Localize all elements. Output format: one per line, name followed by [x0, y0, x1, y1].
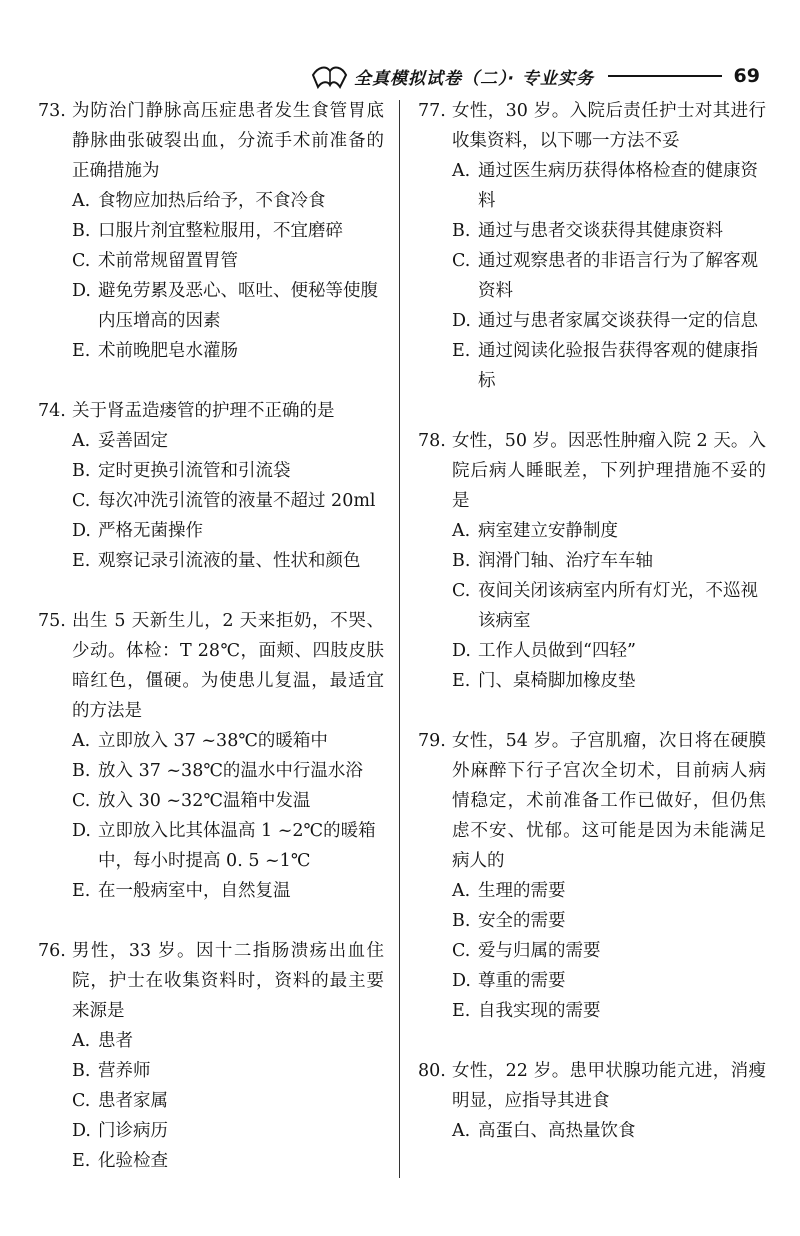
- option-label: E.: [72, 1151, 91, 1171]
- option-text: 自我实现的需要: [478, 1001, 601, 1021]
- answer-option: [418, 306, 766, 336]
- answer-option: [38, 786, 384, 816]
- question-text: 女性，30 岁。入院后责任护士对其进行收集资料，以下哪一方法不妥: [452, 101, 766, 151]
- answer-option: [38, 756, 384, 786]
- option-label: C.: [452, 251, 471, 271]
- answer-option: [38, 1026, 384, 1056]
- page-number: 69: [733, 65, 760, 87]
- option-text: 立即放入比其体温高 1 ~2℃的暖箱中，每小时提高 0. 5 ~1℃: [98, 821, 376, 871]
- option-label: A.: [72, 191, 91, 211]
- option-text: 妥善固定: [98, 431, 168, 451]
- option-text: 安全的需要: [478, 911, 566, 931]
- answer-option: [38, 1116, 384, 1146]
- answer-option: [418, 1116, 766, 1146]
- question-79: [418, 726, 766, 1026]
- option-label: A.: [72, 731, 91, 751]
- answer-option: [418, 876, 766, 906]
- header-rule: [608, 75, 722, 77]
- option-label: E.: [72, 881, 91, 901]
- option-label: D.: [72, 281, 91, 301]
- answer-option: [38, 816, 384, 876]
- option-label: B.: [452, 551, 471, 571]
- option-text: 尊重的需要: [478, 971, 566, 991]
- option-text: 通过阅读化验报告获得客观的健康指标: [478, 341, 758, 391]
- option-text: 口服片剂宜整粒服用，不宜磨碎: [98, 221, 343, 241]
- question-stem: [418, 1056, 766, 1116]
- question-number: 79.: [418, 731, 446, 751]
- option-label: A.: [72, 431, 91, 451]
- answer-option: [418, 156, 766, 216]
- question-77: [418, 96, 766, 396]
- question-text: 女性，54 岁。子宫肌瘤，次日将在硬膜外麻醉下行子宫次全切术，目前病人病情稳定，术前准备工作已做好，但仍焦虑不安、忧郁。这可能是因为未能满足病人的: [452, 731, 766, 871]
- book-logo-icon: [310, 61, 348, 91]
- option-text: 严格无菌操作: [98, 521, 203, 541]
- option-text: 门诊病历: [98, 1121, 168, 1141]
- option-text: 门、桌椅脚加橡皮垫: [478, 671, 636, 691]
- answer-option: [418, 936, 766, 966]
- option-label: D.: [452, 311, 471, 331]
- answer-option: [38, 546, 384, 576]
- question-stem: [418, 426, 766, 516]
- option-text: 患者: [98, 1031, 133, 1051]
- option-label: B.: [72, 1061, 91, 1081]
- answer-option: [38, 426, 384, 456]
- option-label: E.: [72, 551, 91, 571]
- left-column: [38, 96, 384, 1206]
- option-text: 化验检查: [98, 1151, 168, 1171]
- answer-option: [418, 516, 766, 546]
- option-text: 高蛋白、高热量饮食: [478, 1121, 636, 1141]
- option-text: 术前常规留置胃管: [98, 251, 238, 271]
- answer-option: [38, 486, 384, 516]
- option-label: D.: [452, 641, 471, 661]
- option-label: B.: [72, 461, 91, 481]
- option-label: C.: [452, 581, 471, 601]
- answer-option: [418, 216, 766, 246]
- option-text: 在一般病室中，自然复温: [98, 881, 291, 901]
- answer-option: [418, 996, 766, 1026]
- question-73: [38, 96, 384, 366]
- answer-option: [38, 876, 384, 906]
- question-stem: [38, 606, 384, 726]
- question-text: 为防治门静脉高压症患者发生食管胃底静脉曲张破裂出血，分流手术前准备的正确措施为: [72, 101, 384, 181]
- question-number: 75.: [38, 611, 66, 631]
- answer-option: [38, 516, 384, 546]
- option-label: A.: [72, 1031, 91, 1051]
- question-text: 出生 5 天新生儿，2 天来拒奶，不哭、少动。体检：T 28℃，面颊、四肢皮肤暗红色，僵硬。为使患儿复温，最适宜的方法是: [72, 611, 384, 721]
- option-label: A.: [452, 161, 471, 181]
- option-text: 爱与归属的需要: [478, 941, 601, 961]
- option-label: E.: [452, 341, 471, 361]
- question-75: [38, 606, 384, 906]
- question-text: 男性，33 岁。因十二指肠溃疡出血住院，护士在收集资料时，资料的最主要来源是: [72, 941, 384, 1021]
- question-74: [38, 396, 384, 576]
- option-text: 观察记录引流液的量、性状和颜色: [98, 551, 361, 571]
- option-label: E.: [452, 1001, 471, 1021]
- answer-option: [38, 1146, 384, 1176]
- answer-option: [38, 336, 384, 366]
- option-label: C.: [72, 251, 91, 271]
- question-80: [418, 1056, 766, 1146]
- option-label: D.: [72, 1121, 91, 1141]
- option-text: 食物应加热后给予，不食冷食: [98, 191, 326, 211]
- option-label: D.: [72, 821, 91, 841]
- question-78: [418, 426, 766, 696]
- option-text: 立即放入 37 ~38℃的暖箱中: [98, 731, 328, 751]
- option-text: 营养师: [98, 1061, 151, 1081]
- option-text: 通过观察患者的非语言行为了解客观资料: [478, 251, 758, 301]
- option-text: 生理的需要: [478, 881, 566, 901]
- option-text: 通过与患者交谈获得其健康资料: [478, 221, 723, 241]
- question-stem: [38, 396, 384, 426]
- option-label: E.: [452, 671, 471, 691]
- question-stem: [38, 96, 384, 186]
- option-text: 病室建立安静制度: [478, 521, 618, 541]
- option-text: 术前晚肥皂水灌肠: [98, 341, 238, 361]
- answer-option: [418, 966, 766, 996]
- option-label: B.: [72, 221, 91, 241]
- option-text: 放入 30 ~32℃温箱中发温: [98, 791, 311, 811]
- answer-option: [38, 216, 384, 246]
- question-stem: [418, 726, 766, 876]
- header-title: 全真模拟试卷（二）· 专业实务: [354, 68, 594, 89]
- answer-option: [38, 1086, 384, 1116]
- answer-option: [38, 1056, 384, 1086]
- answer-option: [418, 546, 766, 576]
- question-number: 78.: [418, 431, 446, 451]
- question-number: 76.: [38, 941, 66, 961]
- question-stem: [418, 96, 766, 156]
- answer-option: [38, 456, 384, 486]
- question-number: 80.: [418, 1061, 446, 1081]
- answer-option: [418, 336, 766, 396]
- page-header: [310, 58, 760, 94]
- option-label: A.: [452, 881, 471, 901]
- question-76: [38, 936, 384, 1176]
- question-number: 73.: [38, 101, 66, 121]
- option-label: A.: [452, 521, 471, 541]
- option-label: C.: [452, 941, 471, 961]
- answer-option: [38, 276, 384, 336]
- right-column: [418, 96, 766, 1176]
- option-label: C.: [72, 491, 91, 511]
- question-text: 关于肾盂造瘘管的护理不正确的是: [72, 401, 335, 421]
- column-divider: [399, 100, 400, 1178]
- option-label: C.: [72, 1091, 91, 1111]
- option-text: 通过与患者家属交谈获得一定的信息: [478, 311, 758, 331]
- option-text: 通过医生病历获得体格检查的健康资料: [478, 161, 758, 211]
- answer-option: [418, 666, 766, 696]
- option-label: E.: [72, 341, 91, 361]
- answer-option: [418, 576, 766, 636]
- answer-option: [38, 186, 384, 216]
- option-label: B.: [452, 221, 471, 241]
- option-text: 润滑门轴、治疗车车轴: [478, 551, 653, 571]
- option-text: 避免劳累及恶心、呕吐、便秘等使腹内压增高的因素: [98, 281, 378, 331]
- answer-option: [418, 906, 766, 936]
- option-text: 夜间关闭该病室内所有灯光，不巡视该病室: [478, 581, 758, 631]
- question-number: 74.: [38, 401, 66, 421]
- option-text: 定时更换引流管和引流袋: [98, 461, 291, 481]
- option-label: A.: [452, 1121, 471, 1141]
- question-text: 女性，22 岁。患甲状腺功能亢进，消瘦明显，应指导其进食: [452, 1061, 766, 1111]
- answer-option: [418, 636, 766, 666]
- question-text: 女性，50 岁。因恶性肿瘤入院 2 天。入院后病人睡眠差，下列护理措施不妥的是: [452, 431, 766, 511]
- answer-option: [38, 246, 384, 276]
- option-text: 每次冲洗引流管的液量不超过 20ml: [98, 491, 376, 511]
- option-text: 患者家属: [98, 1091, 168, 1111]
- option-label: B.: [72, 761, 91, 781]
- question-stem: [38, 936, 384, 1026]
- answer-option: [418, 246, 766, 306]
- option-text: 工作人员做到“四轻”: [478, 641, 636, 661]
- question-number: 77.: [418, 101, 446, 121]
- answer-option: [38, 726, 384, 756]
- option-label: C.: [72, 791, 91, 811]
- option-label: D.: [452, 971, 471, 991]
- option-label: D.: [72, 521, 91, 541]
- option-text: 放入 37 ~38℃的温水中行温水浴: [98, 761, 363, 781]
- option-label: B.: [452, 911, 471, 931]
